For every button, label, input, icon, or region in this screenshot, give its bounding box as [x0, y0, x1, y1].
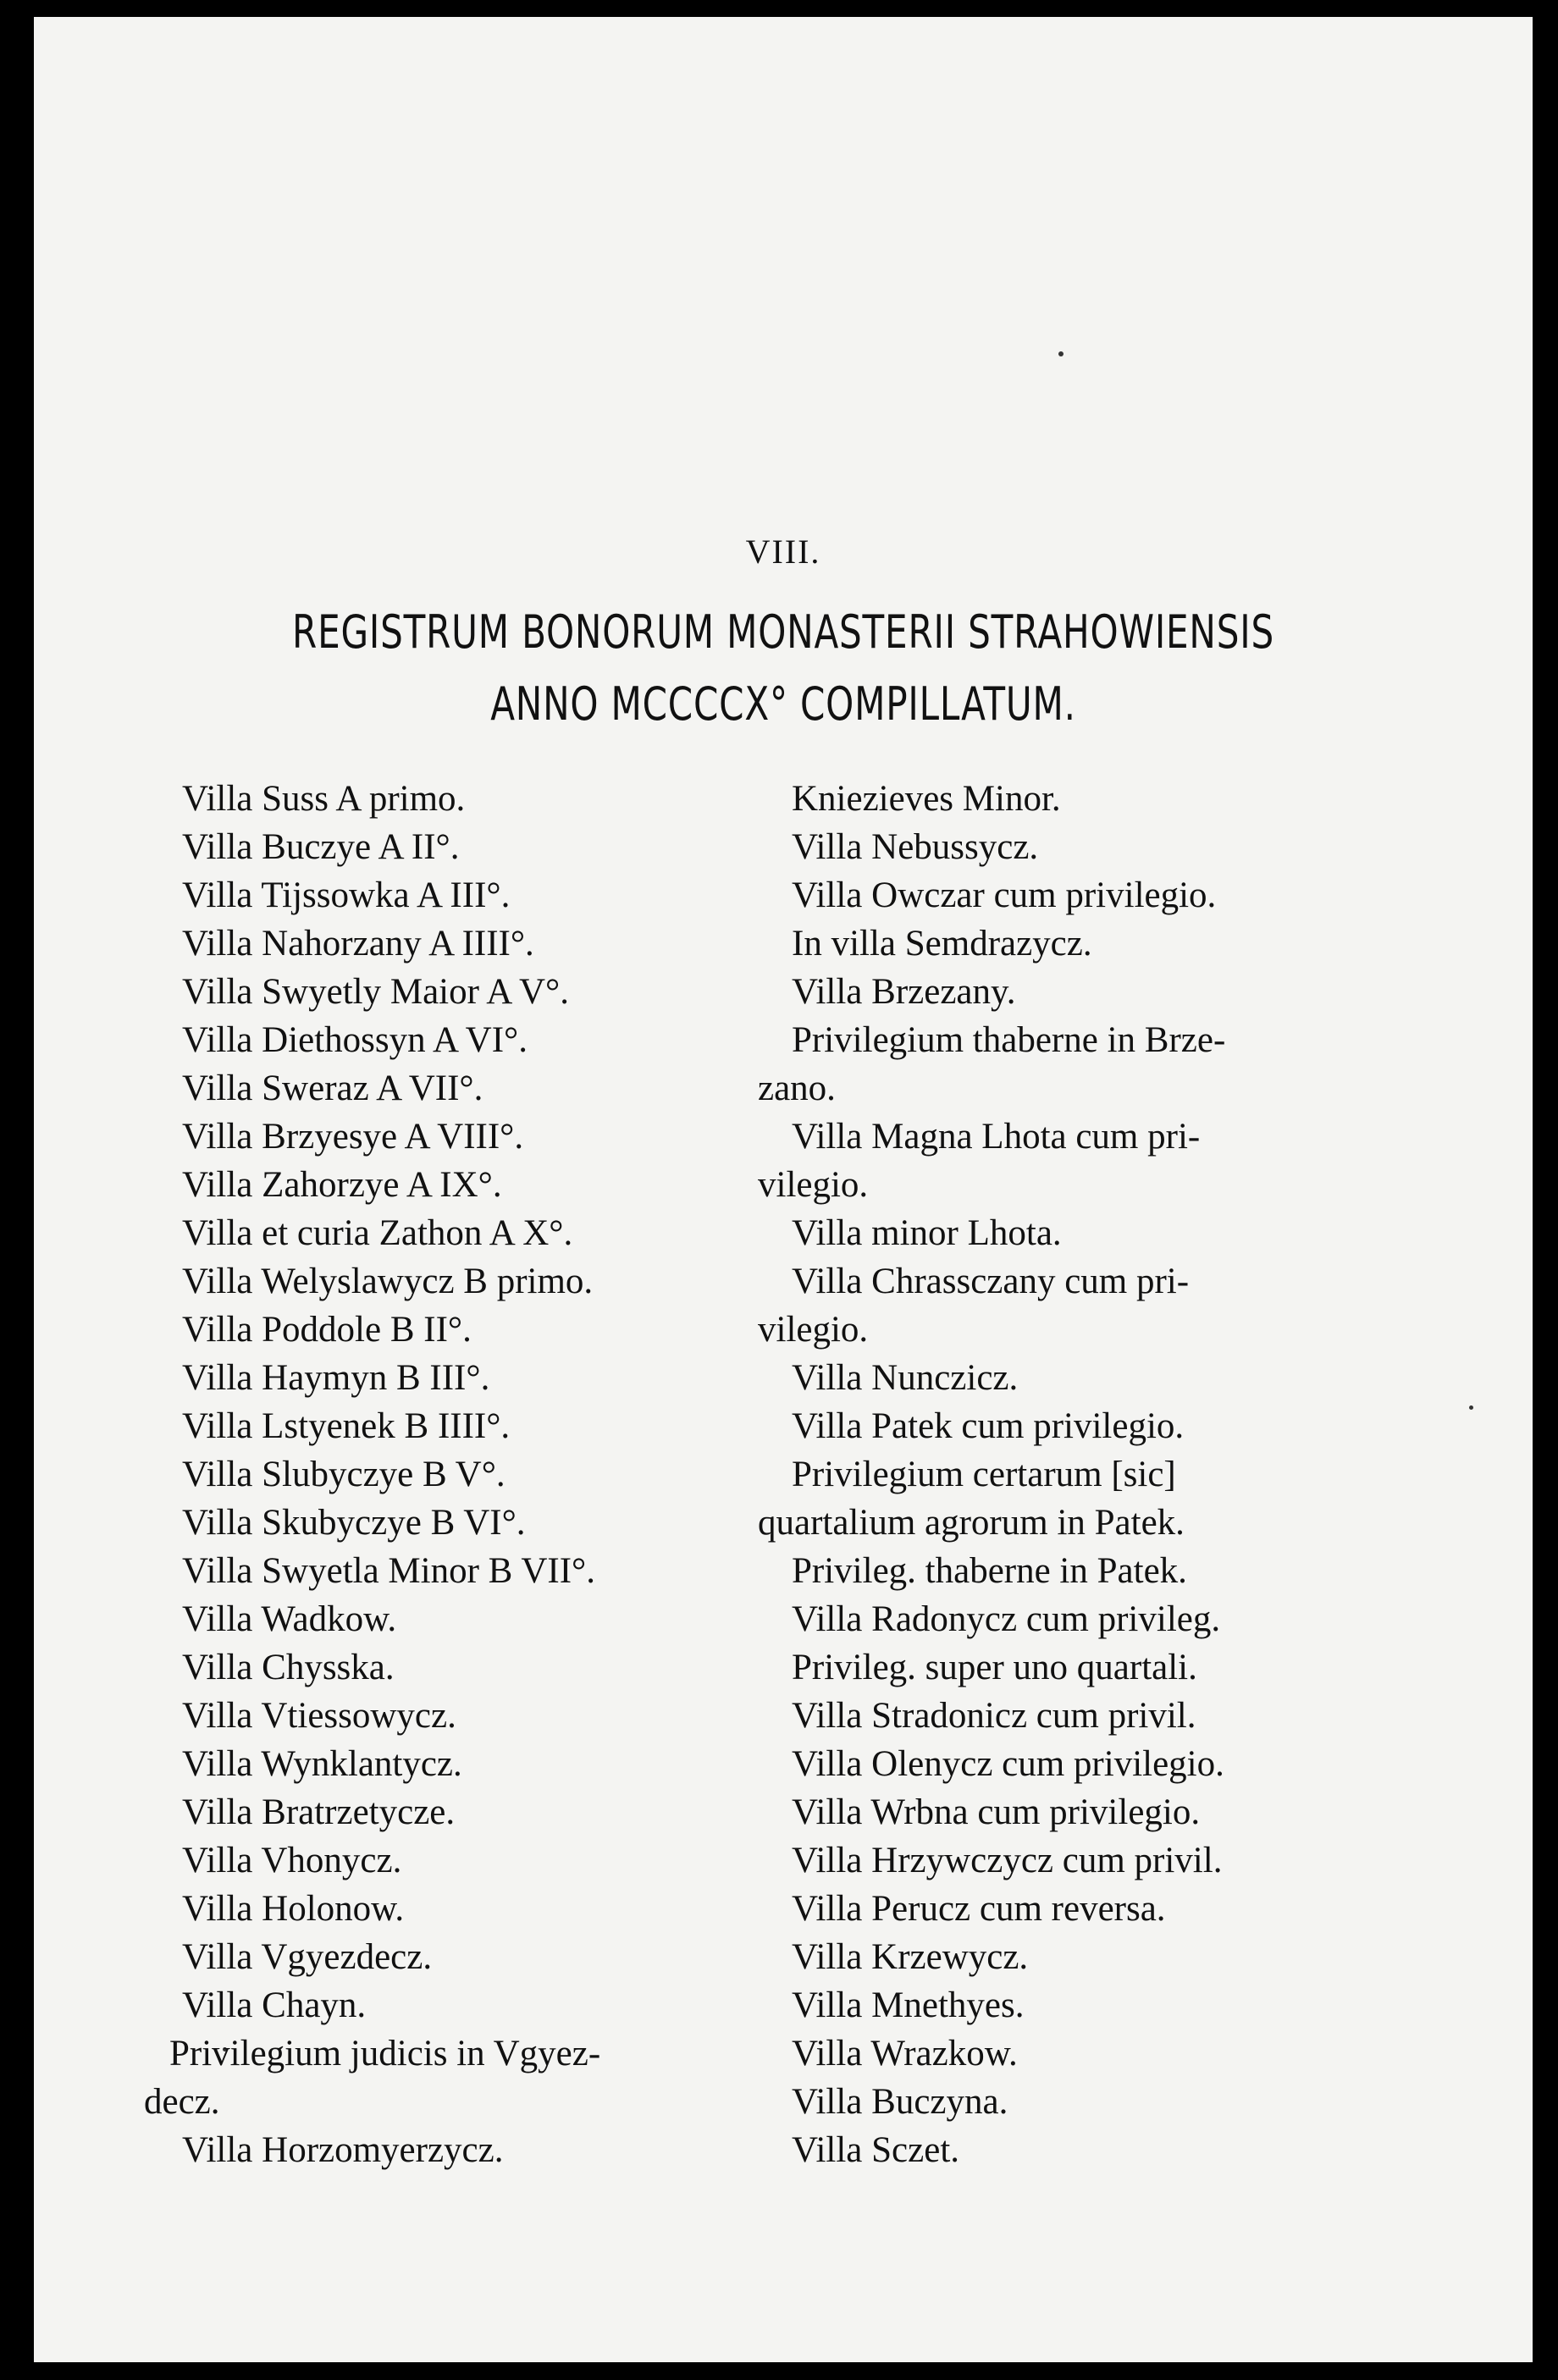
list-item: Villa Chysska. — [182, 1648, 395, 1687]
list-item: Kniezieves Minor. — [792, 779, 1061, 819]
ink-speck — [1469, 1405, 1473, 1410]
list-item: Villa Horzomyerzycz. — [182, 2130, 504, 2170]
list-item: Villa Diethossyn A VI°. — [182, 1020, 528, 1060]
list-item: Villa Swyetla Minor B VII°. — [182, 1551, 595, 1591]
list-item: Villa Krzewycz. — [792, 1937, 1029, 1977]
list-item: Villa Buczye A II°. — [182, 827, 460, 867]
list-item: Villa et curia Zathon A X°. — [182, 1213, 573, 1253]
list-item: Villa Nunczicz. — [792, 1358, 1019, 1398]
list-item: Villa Wrbna cum privilegio. — [792, 1792, 1201, 1832]
list-item: Villa Perucz cum reversa. — [792, 1889, 1166, 1929]
list-item: Villa Lstyenek B IIII°. — [182, 1406, 511, 1446]
ink-speck — [1058, 351, 1064, 356]
list-item: zano. — [758, 1069, 836, 1108]
document-page — [34, 17, 1533, 2362]
list-item: Villa Brzyesye A VIII°. — [182, 1117, 524, 1157]
list-item: Villa Poddole B II°. — [182, 1310, 472, 1350]
list-item: Villa Zahorzye A IX°. — [182, 1165, 502, 1205]
list-item: Villa Radonycz cum privileg. — [792, 1599, 1221, 1639]
list-item: Villa Vgyezdecz. — [182, 1937, 433, 1977]
list-item: Privilegium thaberne in Brze- — [792, 1020, 1226, 1060]
list-item: Villa Holonow. — [182, 1889, 405, 1929]
list-item: quartalium agrorum in Patek. — [758, 1503, 1185, 1543]
list-item: Villa Vhonycz. — [182, 1841, 402, 1880]
list-item: Privileg. super uno quartali. — [792, 1648, 1197, 1687]
list-item: Villa Suss A primo. — [182, 779, 466, 819]
list-item: Villa Buczyna. — [792, 2082, 1008, 2122]
list-item: Villa Chayn. — [182, 1985, 367, 2025]
list-item: Villa Welyslawycz B primo. — [182, 1262, 594, 1301]
list-item: In villa Semdrazycz. — [792, 924, 1092, 964]
list-item: Villa Wadkow. — [182, 1599, 397, 1639]
list-item: Privileg. thaberne in Patek. — [792, 1551, 1187, 1591]
title-line-1: REGISTRUM BONORUM MONASTERII STRAHOWIENSIS — [292, 605, 1274, 659]
list-item: Villa Bratrzetycze. — [182, 1792, 456, 1832]
list-item: vilegio. — [758, 1165, 869, 1205]
list-item: Villa Hrzywczycz cum privil. — [792, 1841, 1223, 1880]
list-item: Villa Chrassczany cum pri- — [792, 1262, 1190, 1301]
list-item: vilegio. — [758, 1310, 869, 1350]
list-item: Villa minor Lhota. — [792, 1213, 1062, 1253]
left-column — [144, 775, 758, 2174]
list-item: Villa Brzezany. — [792, 972, 1016, 1012]
list-item: Villa Owczar cum privilegio. — [792, 875, 1217, 915]
list-item: Villa Wynklantycz. — [182, 1744, 462, 1784]
list-item: Villa Haymyn B III°. — [182, 1358, 490, 1398]
list-item: Villa Nebussycz. — [792, 827, 1039, 867]
list-item: Villa Slubyczye B V°. — [182, 1455, 506, 1494]
list-item: Villa Nahorzany A IIII°. — [182, 924, 534, 964]
list-item: Privilegium certarum [sic] — [792, 1455, 1176, 1494]
list-item: Villa Tijssowka A III°. — [182, 875, 511, 915]
list-item: Villa Stradonicz cum privil. — [792, 1696, 1196, 1736]
list-item: Villa Vtiessowycz. — [182, 1696, 456, 1736]
list-item: Villa Patek cum privilegio. — [792, 1406, 1185, 1446]
list-item: decz. — [144, 2082, 220, 2122]
list-item: Villa Olenycz cum privilegio. — [792, 1744, 1224, 1784]
chapter-number: VIII. — [745, 533, 821, 571]
list-item: Villa Wrazkow. — [792, 2034, 1018, 2074]
list-item: Villa Sczet. — [792, 2130, 960, 2170]
list-item: Villa Magna Lhota cum pri- — [792, 1117, 1201, 1157]
title-line-2: ANNO MCCCCX° COMPILLATUM. — [490, 677, 1076, 731]
list-item: Privilegium judicis in Vgyez- — [169, 2034, 601, 2074]
list-item: Villa Sweraz A VII°. — [182, 1069, 483, 1108]
list-item: Villa Skubyczye B VI°. — [182, 1503, 526, 1543]
list-item: Villa Mnethyes. — [792, 1985, 1025, 2025]
list-item: Villa Swyetly Maior A V°. — [182, 972, 569, 1012]
right-column — [758, 775, 1334, 2174]
